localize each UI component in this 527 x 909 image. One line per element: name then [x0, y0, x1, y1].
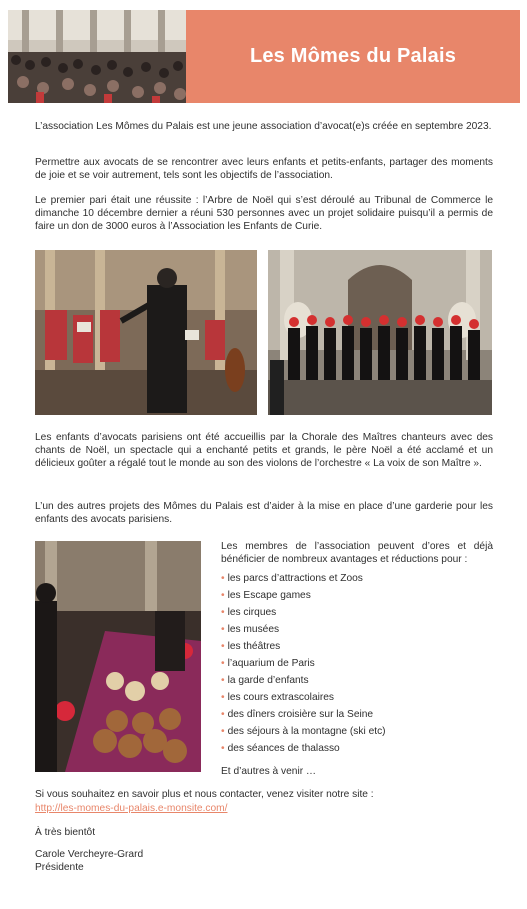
bullet-icon: • [221, 641, 225, 652]
list-item-label: les Escape games [227, 590, 311, 601]
bullet-icon: • [221, 726, 225, 737]
list-item-label: des dîners croisière sur la Seine [227, 709, 374, 720]
header [8, 10, 520, 103]
website-link[interactable]: http://les-momes-du-palais.e-monsite.com/ [35, 803, 228, 814]
list-item-label: les théâtres [227, 641, 281, 652]
intro-paragraph-1: L’association Les Mômes du Palais est une jeune association d’avocat(e)s créée en septembre 2023. [35, 121, 492, 132]
header-banner [186, 10, 520, 103]
intro-paragraph-2: Permettre aux avocats de se rencontrer avec leurs enfants et petits-enfants, partager des moments de joie et se voir autrement, tels sont les objectifs de l’association. [35, 157, 493, 181]
bullet-icon: • [221, 590, 225, 601]
closing-text: À très bientôt [35, 827, 96, 838]
bullet-icon: • [221, 743, 225, 754]
benefits-list [221, 570, 386, 757]
list-item [221, 621, 386, 638]
list-item-label: la garde d’enfants [227, 675, 309, 686]
contact-text: Si vous souhaitez en savoir plus et nous contacter, venez visiter notre site : [35, 789, 374, 800]
intro-paragraph-3: Le premier pari était une réussite : l’Arbre de Noël qui s’est déroulé au Tribunal de Commerce le dimanche 10 décembre dernier a réuni 530 personnes avec un projet solidaire puisqu’il a permis de faire un don de 3000 euros à l’Association les Enfants de Curie. [35, 195, 493, 232]
list-item-label: les parcs d’attractions et Zoos [227, 573, 363, 584]
middle-paragraph-1: Les enfants d’avocats parisiens ont été accueillis par la Chorale des Maîtres chanteurs avec des chants de Noël, un spectacle qui a enchanté petits et grands, le père Noël a été acclamé et un délicieux goûter a régalé tout le monde au son des violons de l’orchestre « La voix de son Maître ». [35, 432, 493, 469]
signatory-role: Présidente [35, 862, 84, 873]
bullet-icon: • [221, 658, 225, 669]
middle-paragraph-2: L’un des autres projets des Mômes du Palais est d’aider à la mise en place d’une garderie pour les enfants des avocats parisiens. [35, 501, 493, 525]
bullet-icon: • [221, 624, 225, 635]
list-item [221, 638, 386, 655]
list-item [221, 740, 386, 757]
choir-photo [268, 250, 492, 415]
list-item [221, 570, 386, 587]
header-crowd-photo [8, 10, 186, 103]
list-item [221, 672, 386, 689]
list-item [221, 587, 386, 604]
list-item-label: des séances de thalasso [227, 743, 340, 754]
list-item [221, 723, 386, 740]
bullet-icon: • [221, 573, 225, 584]
bullet-icon: • [221, 675, 225, 686]
orchestra-photo [35, 250, 257, 415]
list-item-label: les cirques [227, 607, 277, 618]
list-item-label: les cours extrascolaires [227, 692, 335, 703]
list-item-label: les musées [227, 624, 280, 635]
list-item-label: l’aquarium de Paris [227, 658, 315, 669]
list-item [221, 689, 386, 706]
list-item [221, 604, 386, 621]
bullet-icon: • [221, 692, 225, 703]
snack-table-photo [35, 541, 201, 772]
benefits-intro: Les membres de l’association peuvent d’ores et déjà bénéficier de nombreux avantages et réductions pour : [221, 541, 493, 565]
bullet-icon: • [221, 607, 225, 618]
list-item [221, 655, 386, 672]
bullet-icon: • [221, 709, 225, 720]
page-title: Les Mômes du Palais [249, 45, 457, 67]
signatory-name: Carole Vercheyre-Grard [35, 849, 144, 860]
benefits-outro: Et d’autres à venir … [221, 766, 317, 777]
list-item [221, 706, 386, 723]
list-item-label: des séjours à la montagne (ski etc) [227, 726, 386, 737]
